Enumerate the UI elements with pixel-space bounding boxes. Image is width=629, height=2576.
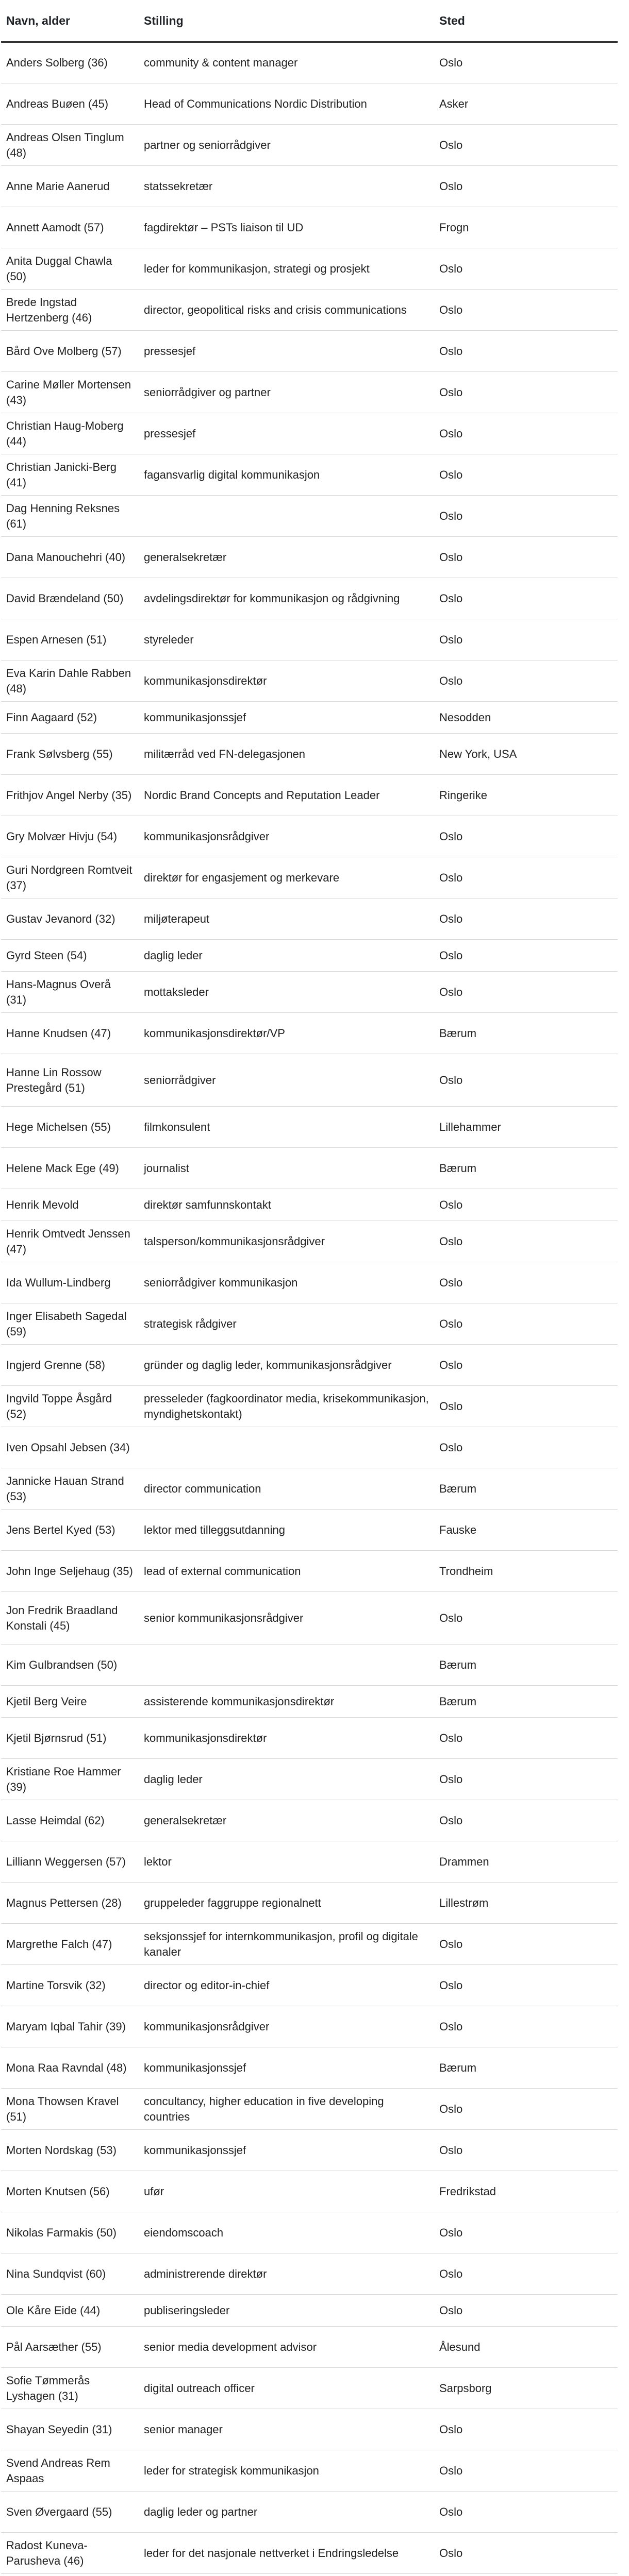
table-row [1, 734, 618, 775]
cell-role: director, geopolitical risks and crisis communications [139, 290, 434, 331]
cell-role [139, 1427, 434, 1468]
cell-role: director communication [139, 1468, 434, 1510]
table-row [1, 1107, 618, 1148]
cell-role: senior manager [139, 2409, 434, 2450]
cell-name: Radost Kuneva-Parusheva (46) [1, 2533, 139, 2574]
cell-place: Oslo [434, 248, 618, 290]
table-row [1, 899, 618, 940]
cell-role: kommunikasjonssjef [139, 2047, 434, 2089]
cell-role: kommunikasjonsrådgiver [139, 816, 434, 857]
cell-role [139, 2574, 434, 2576]
cell-name: Hanne Knudsen (47) [1, 1013, 139, 1054]
cell-name: Anders Solberg (36) [1, 42, 139, 83]
table-row [1, 2409, 618, 2450]
cell-role: fagansvarlig digital kommunikasjon [139, 454, 434, 496]
cell-role: eiendomscoach [139, 2212, 434, 2253]
cell-name: Morten Nordskag (53) [1, 2130, 139, 2171]
cell-place: Oslo [434, 1759, 618, 1800]
cell-role: miljøterapeut [139, 899, 434, 940]
table-row [1, 83, 618, 125]
cell-role: kommunikasjonsdirektør [139, 660, 434, 702]
cell-name: Finn Aagaard (52) [1, 702, 139, 734]
cell-place: Lillehammer [434, 1107, 618, 1148]
table-row [1, 1345, 618, 1386]
cell-place: Oslo [434, 2295, 618, 2327]
cell-role: pressesjef [139, 331, 434, 372]
table-row [1, 290, 618, 331]
cell-role: journalist [139, 1148, 434, 1189]
cell-name: Henrik Omtvedt Jenssen (47) [1, 1221, 139, 1262]
cell-role: fagdirektør – PSTs liaison til UD [139, 207, 434, 248]
table-row [1, 1221, 618, 1262]
cell-name: Kim Gulbrandsen (50) [1, 1645, 139, 1686]
table-row [1, 857, 618, 899]
table-row [1, 1759, 618, 1800]
cell-place: Bærum [434, 1645, 618, 1686]
cell-place: Oslo [434, 372, 618, 413]
cell-place: Oslo [434, 1386, 618, 1427]
cell-role: kommunikasjonsrådgiver [139, 2006, 434, 2047]
cell-name: Andreas Olsen Tinglum (48) [1, 125, 139, 166]
cell-role: partner og seniorrådgiver [139, 125, 434, 166]
cell-place: Oslo [434, 2450, 618, 2492]
table-row [1, 1386, 618, 1427]
cell-place: Oslo [434, 496, 618, 537]
cell-place: Frogn [434, 207, 618, 248]
cell-role: kommunikasjonssjef [139, 702, 434, 734]
cell-place: Fredrikstad [434, 2171, 618, 2212]
table-row [1, 1841, 618, 1883]
cell-name: Pål Aarsæther (55) [1, 2327, 139, 2368]
cell-name: Anita Duggal Chawla (50) [1, 248, 139, 290]
cell-name: Guri Nordgreen Romtveit (37) [1, 857, 139, 899]
cell-name: Jon Fredrik Braadland Konstali (45) [1, 1592, 139, 1645]
cell-place: Oslo [434, 1345, 618, 1386]
cell-name: Gry Molvær Hivju (54) [1, 816, 139, 857]
table-row [1, 1013, 618, 1054]
cell-role: generalsekretær [139, 537, 434, 578]
cell-name: Mona Raa Ravndal (48) [1, 2047, 139, 2089]
table-row [1, 1645, 618, 1686]
cell-role: presseleder (fagkoordinator media, krisekommunikasjon, myndighetskontakt) [139, 1386, 434, 1427]
table-row [1, 1189, 618, 1221]
cell-role: senior kommunikasjonsrådgiver [139, 1592, 434, 1645]
cell-role: gruppeleder faggruppe regionalnett [139, 1883, 434, 1924]
cell-name: Henrik Mevold [1, 1189, 139, 1221]
cell-place: Bærum [434, 1468, 618, 1510]
table-row [1, 2171, 618, 2212]
cell-name: Carine Møller Mortensen (43) [1, 372, 139, 413]
cell-name: Brede Ingstad Hertzenberg (46) [1, 290, 139, 331]
cell-name: Frithjov Angel Nerby (35) [1, 775, 139, 816]
cell-role: leder for strategisk kommunikasjon [139, 2450, 434, 2492]
cell-role: Head of Communications Nordic Distribution [139, 83, 434, 125]
table-row [1, 1718, 618, 1759]
table-row [1, 42, 618, 83]
cell-place: Oslo [434, 857, 618, 899]
table-row [1, 1148, 618, 1189]
cell-name: Hans-Magnus Overå (31) [1, 972, 139, 1013]
cell-place: Oslo [434, 578, 618, 619]
cell-place: Oslo [434, 2492, 618, 2533]
table-row [1, 2295, 618, 2327]
cell-name: Inger Elisabeth Sagedal (59) [1, 1303, 139, 1345]
cell-place: Nesodden [434, 702, 618, 734]
table-row [1, 125, 618, 166]
cell-name: Espen Arnesen (51) [1, 619, 139, 660]
table-row [1, 2533, 618, 2574]
cell-name: Annett Aamodt (57) [1, 207, 139, 248]
cell-name: Christian Janicki-Berg (41) [1, 454, 139, 496]
cell-name: Sofie Tømmerås Lyshagen (31) [1, 2368, 139, 2409]
cell-role: militærråd ved FN-delegasjonen [139, 734, 434, 775]
cell-name: Helene Mack Ege (49) [1, 1148, 139, 1189]
cell-name: Hanne Lin Rossow Prestegård (51) [1, 1054, 139, 1107]
cell-name: Dag Henning Reksnes (61) [1, 496, 139, 537]
cell-place: Oslo [434, 2006, 618, 2047]
cell-place: Oslo [434, 660, 618, 702]
cell-place: Oslo [434, 1592, 618, 1645]
cell-role: styreleder [139, 619, 434, 660]
cell-place: Oslo [434, 2533, 618, 2574]
table-row [1, 972, 618, 1013]
cell-place: Bærum [434, 2047, 618, 2089]
cell-role: direktør samfunnskontakt [139, 1189, 434, 1221]
table-row [1, 1510, 618, 1551]
table-row [1, 2089, 618, 2130]
cell-place: Oslo [434, 454, 618, 496]
cell-name: Christian Haug-Moberg (44) [1, 413, 139, 454]
cell-role: strategisk rådgiver [139, 1303, 434, 1345]
table-row [1, 2006, 618, 2047]
cell-name: Magnus Pettersen (28) [1, 1883, 139, 1924]
cell-role: lead of external communication [139, 1551, 434, 1592]
table-row [1, 248, 618, 290]
cell-name: John Inge Seljehaug (35) [1, 1551, 139, 1592]
cell-place: Oslo [434, 1965, 618, 2006]
table-row [1, 660, 618, 702]
table-header [1, 0, 618, 42]
table-row [1, 1924, 618, 1965]
cell-name: Bård Ove Molberg (57) [1, 331, 139, 372]
cell-name: Jens Bertel Kyed (53) [1, 1510, 139, 1551]
cell-name: Nina Sundqvist (60) [1, 2253, 139, 2295]
cell-name: Lasse Heimdal (62) [1, 1800, 139, 1841]
cell-name: Kristiane Roe Hammer (39) [1, 1759, 139, 1800]
table-row [1, 413, 618, 454]
cell-role: ufør [139, 2171, 434, 2212]
cell-place: Oslo [434, 1924, 618, 1965]
cell-name: Ingjerd Grenne (58) [1, 1345, 139, 1386]
cell-place: Bærum [434, 1686, 618, 1718]
data-table [1, 0, 618, 2576]
cell-name: Morten Knutsen (56) [1, 2171, 139, 2212]
cell-place: Trondheim [434, 1551, 618, 1592]
header-row [1, 0, 618, 42]
cell-place: Bærum [434, 1148, 618, 1189]
cell-role: leder for kommunikasjon, strategi og prosjekt [139, 248, 434, 290]
cell-name: Lilliann Weggersen (57) [1, 1841, 139, 1883]
cell-place: Drammen [434, 1841, 618, 1883]
cell-place: Sarpsborg [434, 2368, 618, 2409]
table-row [1, 1883, 618, 1924]
table-row [1, 2368, 618, 2409]
table-row [1, 1427, 618, 1468]
cell-role: leder for det nasjonale nettverket i Endringsledelse [139, 2533, 434, 2574]
cell-role: Nordic Brand Concepts and Reputation Leader [139, 775, 434, 816]
cell-role: talsperson/kommunikasjonsrådgiver [139, 1221, 434, 1262]
cell-name: Frank Sølvsberg (55) [1, 734, 139, 775]
table-row [1, 331, 618, 372]
cell-place: Oslo [434, 816, 618, 857]
cell-place: Oslo [434, 972, 618, 1013]
cell-role: generalsekretær [139, 1800, 434, 1841]
table-body [1, 42, 618, 2576]
cell-name: Iven Opsahl Jebsen (34) [1, 1427, 139, 1468]
cell-role: digital outreach officer [139, 2368, 434, 2409]
cell-role: gründer og daglig leder, kommunikasjonsrådgiver [139, 1345, 434, 1386]
cell-place: Lillestrøm [434, 1883, 618, 1924]
cell-role: daglig leder og partner [139, 2492, 434, 2533]
column-header-name[interactable]: Navn, alder [1, 0, 139, 42]
cell-place: Oslo [434, 1303, 618, 1345]
table-row [1, 2253, 618, 2295]
table-row [1, 1303, 618, 1345]
cell-name: Gustav Jevanord (32) [1, 899, 139, 940]
cell-place: Asker [434, 83, 618, 125]
table-row [1, 2212, 618, 2253]
cell-name: Andreas Buøen (45) [1, 83, 139, 125]
cell-name: Shayan Seyedin (31) [1, 2409, 139, 2450]
cell-place: Bærum [434, 1013, 618, 1054]
table-row [1, 1592, 618, 1645]
cell-place: Oslo [434, 1262, 618, 1303]
cell-role: seniorrådgiver kommunikasjon [139, 1262, 434, 1303]
table-row [1, 702, 618, 734]
cell-place: Oslo [434, 1800, 618, 1841]
cell-name: Sven Øvergaard (55) [1, 2492, 139, 2533]
table-row [1, 2574, 618, 2576]
cell-name: Maryam Iqbal Tahir (39) [1, 2006, 139, 2047]
cell-role: kommunikasjonssjef [139, 2130, 434, 2171]
table-row [1, 454, 618, 496]
cell-role: direktør for engasjement og merkevare [139, 857, 434, 899]
cell-place: Oslo [434, 1221, 618, 1262]
cell-role: avdelingsdirektør for kommunikasjon og rådgivning [139, 578, 434, 619]
cell-place: New York, USA [434, 734, 618, 775]
table-row [1, 1800, 618, 1841]
cell-role: seniorrådgiver [139, 1054, 434, 1107]
cell-role: director og editor-in-chief [139, 1965, 434, 2006]
cell-place: Oslo [434, 331, 618, 372]
cell-role: community & content manager [139, 42, 434, 83]
cell-role: senior media development advisor [139, 2327, 434, 2368]
column-header-role[interactable]: Stilling [139, 0, 434, 42]
table-row [1, 1551, 618, 1592]
table-row [1, 372, 618, 413]
cell-place: Oslo [434, 2130, 618, 2171]
cell-place: Oslo [434, 1189, 618, 1221]
cell-place: Oslo [434, 290, 618, 331]
cell-place: Oslo [434, 1054, 618, 1107]
cell-role: statssekretær [139, 166, 434, 207]
table-row [1, 940, 618, 972]
cell-role: filmkonsulent [139, 1107, 434, 1148]
cell-place: Oslo [434, 2409, 618, 2450]
table-row [1, 2492, 618, 2533]
cell-role [139, 1645, 434, 1686]
cell-name: Kjetil Berg Veire [1, 1686, 139, 1718]
table-row [1, 496, 618, 537]
cell-place: Oslo [434, 166, 618, 207]
cell-name: Kjetil Bjørnsrud (51) [1, 1718, 139, 1759]
cell-name: Dana Manouchehri (40) [1, 537, 139, 578]
cell-role: pressesjef [139, 413, 434, 454]
cell-role: mottaksleder [139, 972, 434, 1013]
table-row [1, 1054, 618, 1107]
cell-role [139, 496, 434, 537]
cell-role: administrerende direktør [139, 2253, 434, 2295]
cell-name: Eva Karin Dahle Rabben (48) [1, 660, 139, 702]
cell-place: Oslo [434, 413, 618, 454]
cell-place: Oslo [434, 42, 618, 83]
cell-place: Ålesund [434, 2327, 618, 2368]
cell-role: seksjonssjef for internkommunikasjon, profil og digitale kanaler [139, 1924, 434, 1965]
cell-name: Nikolas Farmakis (50) [1, 2212, 139, 2253]
cell-place: Oslo [434, 537, 618, 578]
cell-role: lektor med tilleggsutdanning [139, 1510, 434, 1551]
cell-place: Oslo [434, 899, 618, 940]
cell-role: assisterende kommunikasjonsdirektør [139, 1686, 434, 1718]
cell-name: Anne Marie Aanerud [1, 166, 139, 207]
cell-place: Ringerike [434, 775, 618, 816]
column-header-place[interactable]: Sted [434, 0, 618, 42]
table-row [1, 1468, 618, 1510]
table-row [1, 816, 618, 857]
cell-name: Gyrd Steen (54) [1, 940, 139, 972]
cell-name: Jannicke Hauan Strand (53) [1, 1468, 139, 1510]
cell-role: kommunikasjonsdirektør/VP [139, 1013, 434, 1054]
table-row [1, 619, 618, 660]
cell-name: Ole Kåre Eide (44) [1, 2295, 139, 2327]
cell-role: daglig leder [139, 1759, 434, 1800]
cell-name [1, 2574, 139, 2576]
table-row [1, 207, 618, 248]
table-row [1, 775, 618, 816]
cell-name: Martine Torsvik (32) [1, 1965, 139, 2006]
cell-place: Oslo [434, 1718, 618, 1759]
table-row [1, 1686, 618, 1718]
cell-place: Oslo [434, 2253, 618, 2295]
cell-name: Margrethe Falch (47) [1, 1924, 139, 1965]
cell-role: concultancy, higher education in five developing countries [139, 2089, 434, 2130]
cell-role: kommunikasjonsdirektør [139, 1718, 434, 1759]
cell-place: Oslo [434, 940, 618, 972]
table-row [1, 166, 618, 207]
cell-place: Oslo [434, 619, 618, 660]
table-row [1, 2130, 618, 2171]
table-row [1, 537, 618, 578]
table-row [1, 578, 618, 619]
table-row [1, 2047, 618, 2089]
cell-name: Ingvild Toppe Åsgård (52) [1, 1386, 139, 1427]
cell-name: Ida Wullum-Lindberg [1, 1262, 139, 1303]
cell-name: David Brændeland (50) [1, 578, 139, 619]
cell-place: Oslo [434, 1427, 618, 1468]
cell-place: Oslo [434, 2212, 618, 2253]
cell-name: Mona Thowsen Kravel (51) [1, 2089, 139, 2130]
cell-place: Oslo [434, 2089, 618, 2130]
table-row [1, 1262, 618, 1303]
cell-name: Svend Andreas Rem Aspaas [1, 2450, 139, 2492]
cell-role: publiseringsleder [139, 2295, 434, 2327]
cell-place [434, 2574, 618, 2576]
cell-role: lektor [139, 1841, 434, 1883]
cell-role: daglig leder [139, 940, 434, 972]
cell-place: Oslo [434, 125, 618, 166]
cell-role: seniorrådgiver og partner [139, 372, 434, 413]
table-row [1, 2450, 618, 2492]
cell-name: Hege Michelsen (55) [1, 1107, 139, 1148]
cell-place: Fauske [434, 1510, 618, 1551]
table-row [1, 1965, 618, 2006]
table-row [1, 2327, 618, 2368]
